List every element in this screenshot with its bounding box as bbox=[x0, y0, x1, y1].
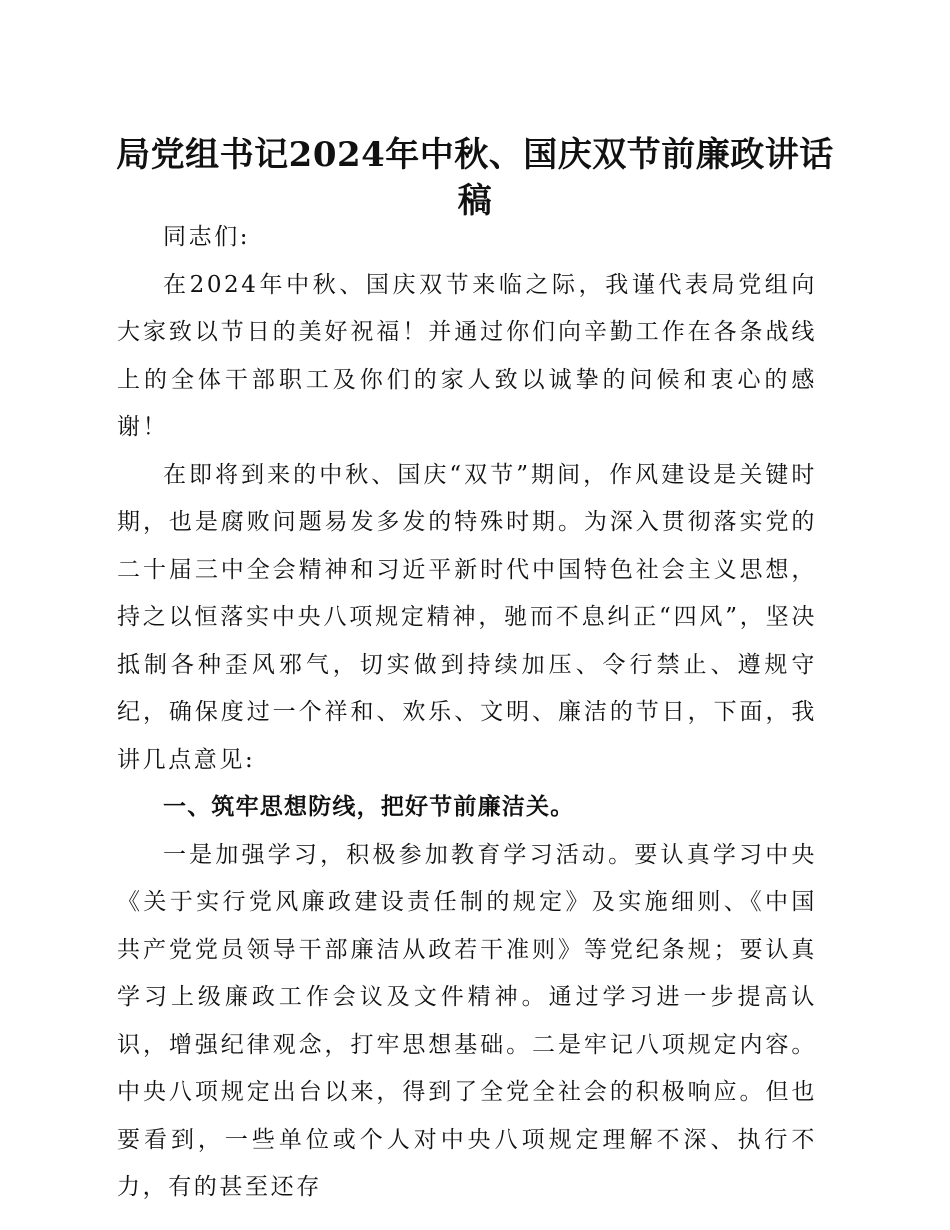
salutation: 同志们: bbox=[163, 224, 251, 250]
document-title: 局党组书记2024年中秋、国庆双节前廉政讲话稿 bbox=[116, 135, 834, 221]
paragraph-intro: 在即将到来的中秋、国庆“双节”期间，作风建设是关键时期，也是腐败问题易发多发的特殊时期。为深入贯彻落实党的二十届三中全会精神和习近平新时代中国特色社会主义思想，持之以恒落实中央八项规定精神，驰而不息纠正“四风”，坚决抵制各种歪风邪气，切实做到持续加压、令行禁止、遵规守纪，确保度过一个祥和、欢乐、文明、廉洁的节日，下面，我讲几点意见: bbox=[117, 461, 817, 773]
document-body bbox=[117, 214, 817, 1212]
section-heading: 一、筑牢思想防线，把好节前廉洁关。 bbox=[163, 794, 575, 820]
section-paragraph: 一是加强学习，积极参加教育学习活动。要认真学习中央《关于实行党风廉政建设责任制的规定》及实施细则、《中国共产党党员领导干部廉洁从政若干准则》等党纪条规；要认真学习上级廉政工作会议及文件精神。通过学习进一步提高认识，增强纪律观念，打牢思想基础。二是牢记八项规定内容。中央八项规定出台以来，得到了全党全社会的积极响应。但也要看到，一些单位或个人对中央八项规定理解不深、执行不力，有的甚至还存 bbox=[117, 841, 817, 1200]
paragraph-greeting: 在2024年中秋、国庆双节来临之际，我谨代表局党组向大家致以节日的美好祝福！并通过你们向辛勤工作在各条战线上的全体干部职工及你们的家人致以诚挚的问候和衷心的感谢！ bbox=[117, 271, 817, 440]
